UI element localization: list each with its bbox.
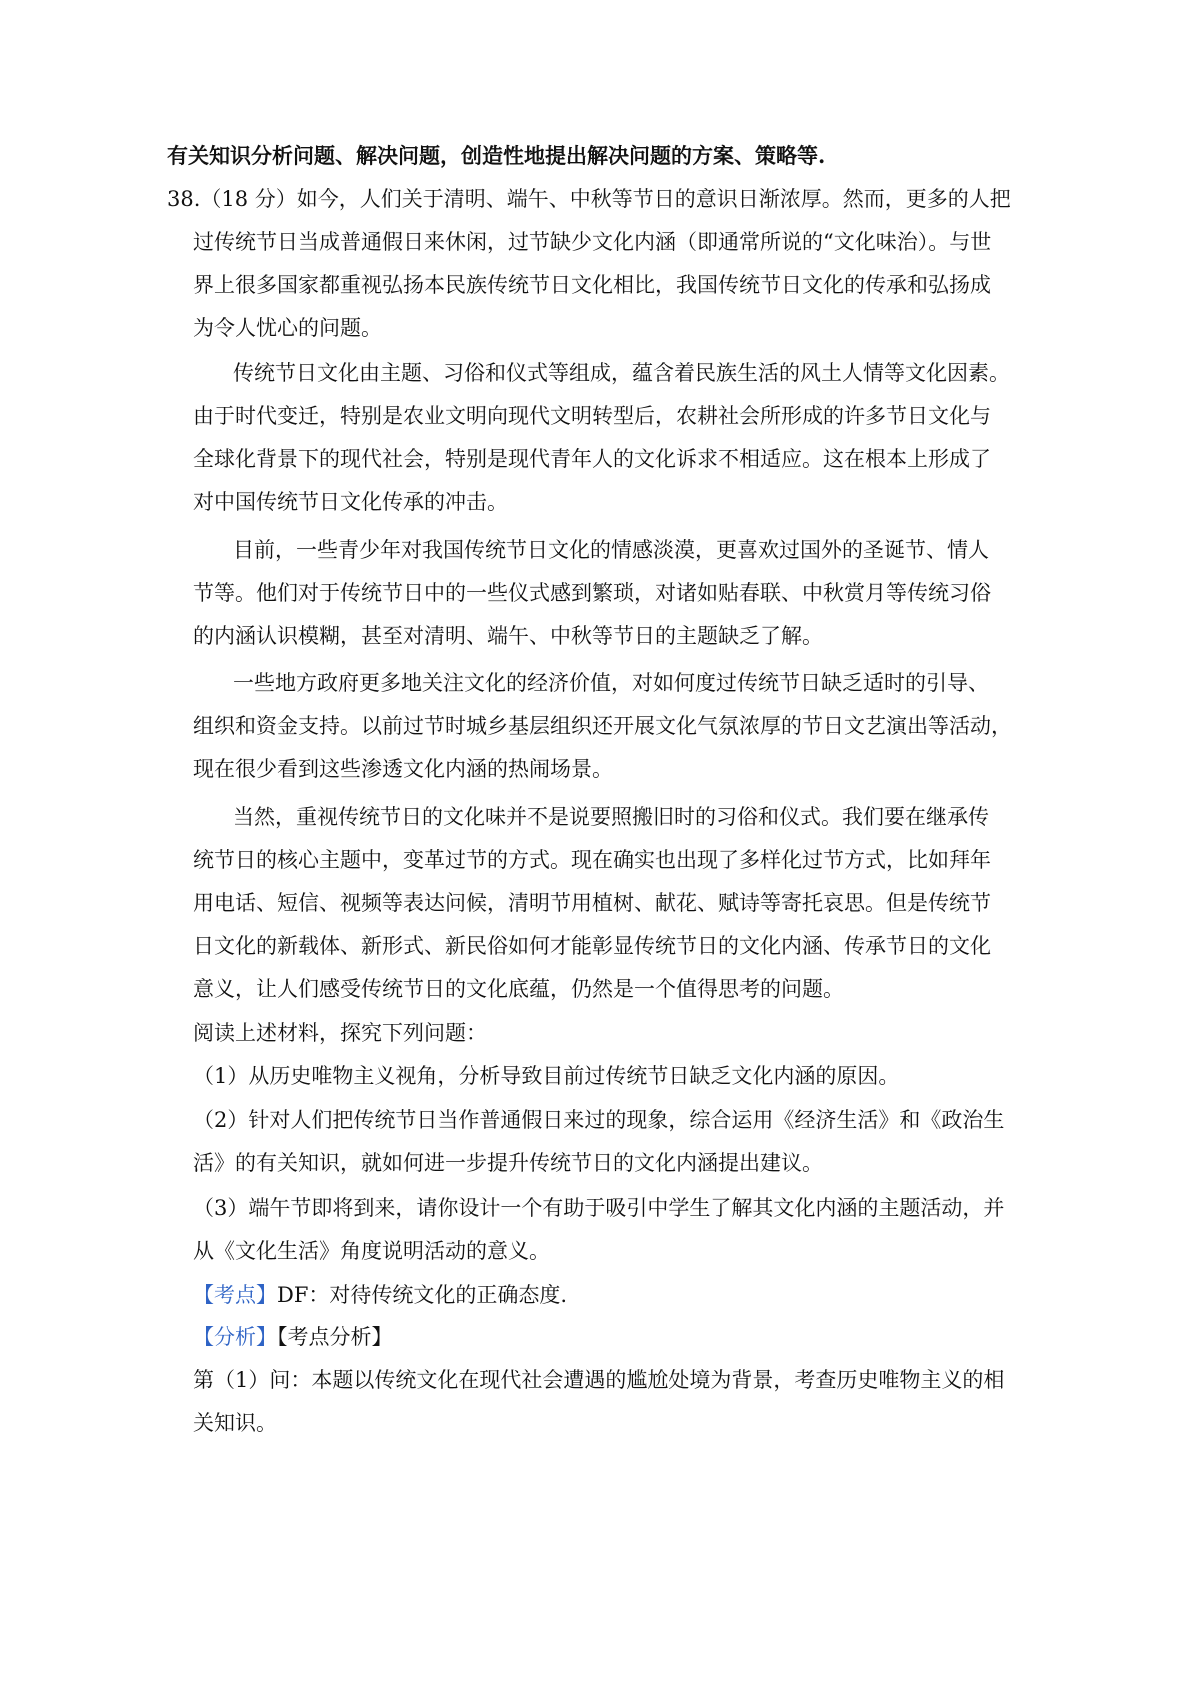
answer-line: 第（1）问：本题以传统文化在现代社会遭遇的尴尬处境为背景，考查历史唯物主义的相 <box>193 1368 1005 1392</box>
instruction-line: 阅读上述材料，探究下列问题： <box>193 1021 487 1045</box>
paragraph-line: 节等。他们对于传统节日中的一些仪式感到繁琐，对诸如贴春联、中秋赏月等传统习俗 <box>193 581 991 605</box>
paragraph-line: 现在很少看到这些渗透文化内涵的热闹场景。 <box>193 757 613 781</box>
subquestion-line: （1）从历史唯物主义视角，分析导致目前过传统节日缺乏文化内涵的原因。 <box>193 1064 900 1088</box>
question-text-line: 为令人忧心的问题。 <box>193 316 382 340</box>
paragraph-line: 目前，一些青少年对我国传统节日文化的情感淡漠，更喜欢过国外的圣诞节、情人 <box>233 538 989 562</box>
intro-text-line: 有关知识分析问题、解决问题，创造性地提出解决问题的方案、策略等. <box>167 143 826 168</box>
question-text-line: 界上很多国家都重视弘扬本民族传统节日文化相比，我国传统节日文化的传承和弘扬成 <box>193 273 991 297</box>
paragraph-line: 全球化背景下的现代社会，特别是现代青年人的文化诉求不相适应。这在根本上形成了 <box>193 447 991 471</box>
kaodian-text: DF：对待传统文化的正确态度. <box>277 1283 568 1307</box>
subquestion-line: 从《文化生活》角度说明活动的意义。 <box>193 1239 550 1263</box>
paragraph-line: 对中国传统节日文化传承的冲击。 <box>193 490 508 514</box>
paragraph-line: 用电话、短信、视频等表达问候，清明节用植树、献花、赋诗等寄托哀思。但是传统节 <box>193 891 991 915</box>
answer-line: 关知识。 <box>193 1411 277 1435</box>
question-text-line: 38.（18 分）如今，人们关于清明、端午、中秋等节日的意识日渐浓厚。然而，更多的人把 <box>167 187 1011 211</box>
subquestion-line: （2）针对人们把传统节日当作普通假日来过的现象，综合运用《经济生活》和《政治生 <box>193 1108 1005 1132</box>
paragraph-line: 当然，重视传统节日的文化味并不是说要照搬旧时的习俗和仪式。我们要在继承传 <box>233 805 989 829</box>
fenxi-tag: 【分析】 <box>193 1325 277 1349</box>
subquestion-line: 活》的有关知识，就如何进一步提升传统节日的文化内涵提出建议。 <box>193 1151 823 1175</box>
paragraph-line: 的内涵认识模糊，甚至对清明、端午、中秋等节日的主题缺乏了解。 <box>193 624 823 648</box>
kaodian-tag: 【考点】 <box>193 1283 277 1307</box>
paragraph-line: 传统节日文化由主题、习俗和仪式等组成，蕴含着民族生活的风土人情等文化因素。 <box>233 361 1010 385</box>
fenxi-text: 【考点分析】 <box>277 1325 393 1349</box>
paragraph-line: 日文化的新载体、新形式、新民俗如何才能彰显传统节日的文化内涵、传承节日的文化 <box>193 934 991 958</box>
subquestion-line: （3）端午节即将到来，请你设计一个有助于吸引中学生了解其文化内涵的主题活动，并 <box>193 1196 1005 1220</box>
paragraph-line: 由于时代变迁，特别是农业文明向现代文明转型后，农耕社会所形成的许多节日文化与 <box>193 404 991 428</box>
paragraph-line: 统节日的核心主题中，变革过节的方式。现在确实也出现了多样化过节方式，比如拜年 <box>193 848 991 872</box>
paragraph-line: 意义，让人们感受传统节日的文化底蕴，仍然是一个值得思考的问题。 <box>193 977 844 1001</box>
paragraph-line: 一些地方政府更多地关注文化的经济价值，对如何度过传统节日缺乏适时的引导、 <box>233 671 989 695</box>
kaodian-line <box>193 1281 567 1309</box>
paragraph-line: 组织和资金支持。以前过节时城乡基层组织还开展文化气氛浓厚的节日文艺演出等活动， <box>193 714 1012 738</box>
fenxi-line <box>193 1323 393 1351</box>
question-text-line: 过传统节日当成普通假日来休闲，过节缺少文化内涵（即通常所说的“文化味治）。与世 <box>193 230 992 254</box>
